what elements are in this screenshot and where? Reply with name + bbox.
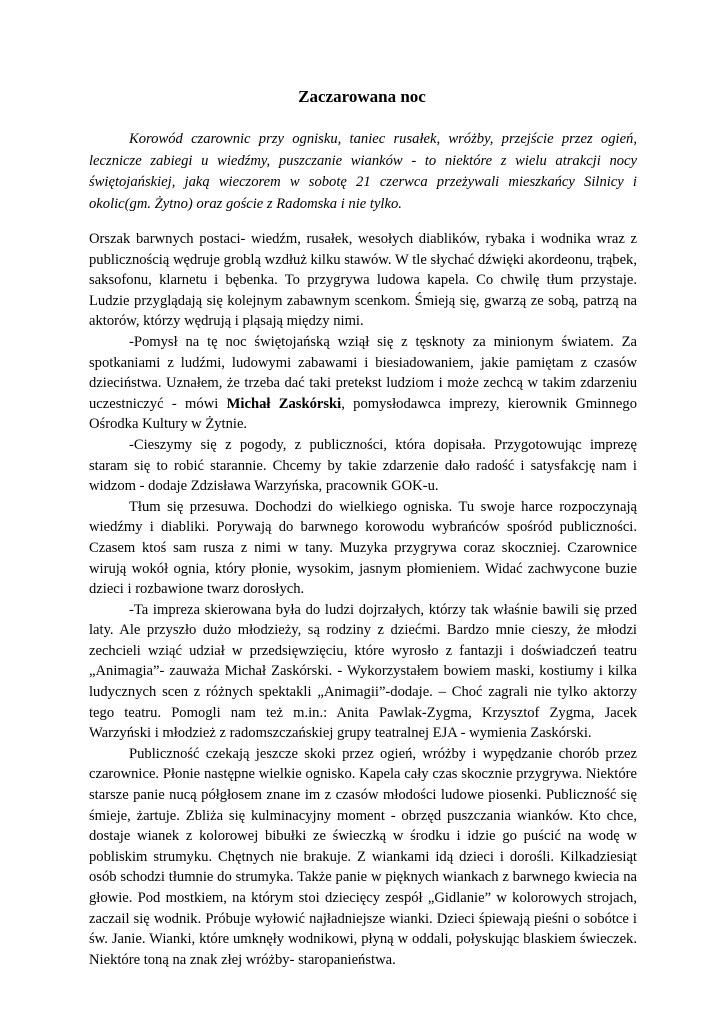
paragraph-3: -Cieszymy się z pogody, z publiczności, która dopisała. Przygotowując imprezę staram się to robić starannie. Chcemy by takie zdarzenie dało radość i satysfakcję nam i widzom - dodaje Zdzisława Warzyńska, pracownik GOK-u. bbox=[89, 436, 637, 495]
paragraph-5: -Ta impreza skierowana była do ludzi dojrzałych, którzy tak właśnie bawili się przed laty. Ale przyszło dużo młodzieży, są rodziny z dziećmi. Bardzo mnie cieszy, że młodzi zechcieli wziąć udział w przedsięwzięciu, które wyrosło z fantazji i doświadczeń teatru „Animagia”- zauważa Michał Zaskórski. - Wykorzystałem bowiem maski, kostiumy i kilka ludycznych scen z różnych spektakli „Animagii”-dodaje. – Choć zagrali nie tylko aktorzy tego teatru. Pomogli nam też m.in.: Anita Pawlak-Zygma, Krzysztof Zygma, Jacek Warzyński i młodzież z radomszczańskiej grupy teatralnej EJA - wymienia Zaskórski. bbox=[89, 601, 637, 742]
paragraph-2-after: , pomysłodawca imprezy, kierownik Gminnego Ośrodka Kultury w Żytnie. bbox=[89, 395, 638, 433]
article-lead: Korowód czarownic przy ognisku, taniec rusałek, wróżby, przejście przez ogień, lecznicze zabiegi u wiedźmy, puszczanie wianków - to niektóre z wielu atrakcji nocy świętojańskiej, jaką wieczorem w sobotę 21 czerwca przeżywali mieszkańcy Silnicy i okolic(gm. Żytno) oraz goście z Radomska i nie tylko. bbox=[89, 131, 637, 212]
paragraph-2-before: -Pomysł na tę noc świętojańską wziął się z tęsknoty za minionym światem. Za spotkaniami z ludźmi, ludowymi zabawami i biesiadowaniem, jakie pamiętam z czasów dzieciństwa. Uznałem, że trzeba dać taki pretekst ludziom i może zechcą w takim zdarzeniu uczestniczyć - mówi bbox=[89, 333, 637, 412]
paragraph-1: Orszak barwnych postaci- wiedźm, rusałek, wesołych diablików, rybaka i wodnika wraz z publicznością wędruje groblą wzdłuż kilku stawów. W tle słychać dźwięki akordeonu, trąbek, saksofonu, klarnetu i bębenka. To przygrywa ludowa kapela. Co chwilę tłum przystaje. Ludzie przyglądają się kolejnym zabawnym scenkom. Śmieją się, gwarzą ze sobą, patrzą na aktorów, którzy wędrują i pląsają między nimi. bbox=[89, 231, 637, 330]
paragraph-2 bbox=[89, 332, 637, 435]
article-title: Zaczarowana noc bbox=[298, 87, 426, 106]
article-body bbox=[89, 229, 637, 970]
paragraph-2-name: Michał Zaskórski bbox=[226, 395, 342, 412]
paragraph-4: Tłum się przesuwa. Dochodzi do wielkiego ogniska. Tu swoje harce rozpoczynają wiedźmy i diabliki. Porywają do barwnego korowodu wybrańców spośród publiczności. Czasem ktoś sam rusza z nimi w tany. Muzyka przygrywa coraz skoczniej. Czarownice wirują wokół ognia, który płonie, wysokim, jasnym płomieniem. Widać zachwycone buzie dzieci i rozbawione twarz dorosłych. bbox=[89, 498, 637, 598]
paragraph-6: Publiczność czekają jeszcze skoki przez ogień, wróżby i wypędzanie chorób przez czarownice. Płonie następne wielkie ognisko. Kapela cały czas skocznie przygrywa. Niektóre starsze panie nucą półgłosem znane im z czasów młodości ludowe piosenki. Publiczność się śmieje, żartuje. Zbliża się kulminacyjny moment - obrzęd puszczania wianków. Kto chce, dostaje wianek z kolorowej bibułki ze świeczką w środku i idzie go puścić na wodę w pobliskim strumyku. Chętnych nie brakuje. Z wiankami idą dzieci i dorośli. Kilkadziesiąt osób schodzi tłumnie do strumyka. Także panie w pięknych wiankach z barwnego kwiecia na głowie. Pod mostkiem, na którym stoi dziecięcy zespół „Gidlanie” w kolorowych strojach, zaczail się wodnik. Próbuje wyłowić najładniejsze wianki. Dzieci śpiewają pieśni o sobótce i św. Janie. Wianki, które umknęły wodnikowi, płyną w oddali, połyskując blaskiem świeczek. Niektóre toną na znak złej wróżby- staropanieństwa. bbox=[89, 745, 637, 968]
